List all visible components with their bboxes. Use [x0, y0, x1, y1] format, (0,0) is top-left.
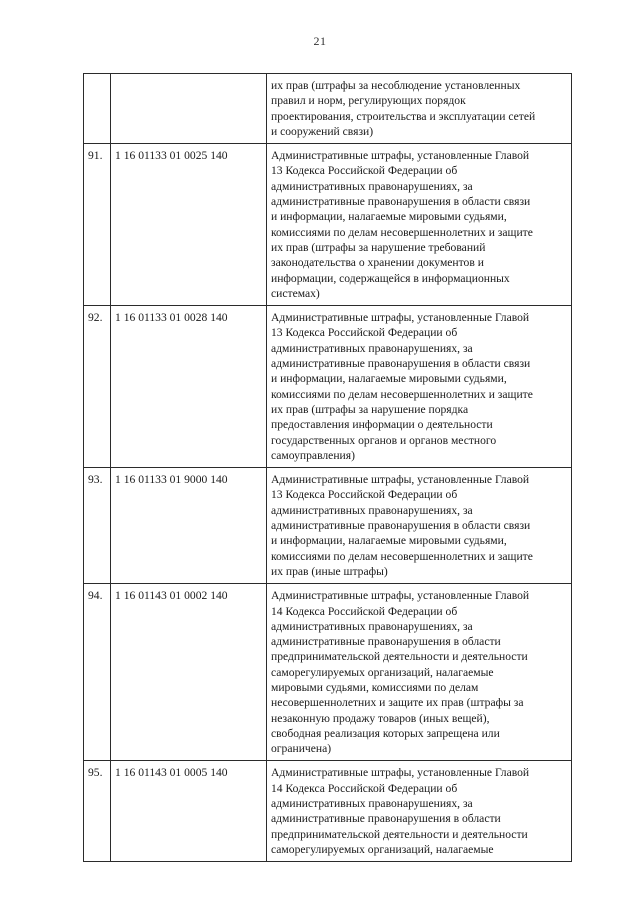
table-body	[84, 74, 572, 862]
row-number: 92.	[84, 306, 111, 468]
description-line: предоставления информации о деятельности	[271, 418, 493, 432]
description-line: информации, содержащейся в информационных	[271, 271, 510, 285]
description-line: административных правонарушениях, за	[271, 179, 473, 193]
description-line: 13 Кодекса Российской Федерации об	[271, 488, 458, 502]
row-number: 95.	[84, 761, 111, 862]
budget-code: 1 16 01133 01 0028 140	[111, 306, 267, 468]
row-number	[84, 74, 111, 144]
description-line: 14 Кодекса Российской Федерации об	[271, 781, 458, 795]
description-line: законодательства о хранении документов и	[271, 256, 484, 270]
description-line: проектирования, строительства и эксплуатации сетей	[271, 109, 536, 123]
description-line: их прав (штрафы за нарушение требований	[271, 240, 486, 254]
description-line: комиссиями по делам несовершеннолетних и защите	[271, 225, 533, 239]
description-line: их прав (штрафы за нарушение порядка	[271, 402, 469, 416]
description-line: административные правонарушения в области связи	[271, 519, 531, 533]
table-row	[84, 761, 572, 862]
description-line: Административные штрафы, установленные Главой	[271, 589, 530, 603]
description-line: предпринимательской деятельности и деятельности	[271, 827, 528, 841]
budget-code: 1 16 01143 01 0005 140	[111, 761, 267, 862]
table-row	[84, 144, 572, 306]
table-row	[84, 584, 572, 761]
description-line: и сооружений связи)	[271, 124, 374, 138]
description-line: 14 Кодекса Российской Федерации об	[271, 604, 458, 618]
budget-code: 1 16 01133 01 0025 140	[111, 144, 267, 306]
description-line: правил и норм, регулирующих порядок	[271, 94, 466, 108]
description-line: административных правонарушениях, за	[271, 503, 473, 517]
description-line: и информации, налагаемые мировыми судьями,	[271, 210, 507, 224]
description-line: административные правонарушения в области	[271, 812, 501, 826]
description-line: 13 Кодекса Российской Федерации об	[271, 326, 458, 340]
description-line: мировыми судьями, комиссиями по делам	[271, 680, 479, 694]
description-line: административные правонарушения в области	[271, 635, 501, 649]
table-row	[84, 306, 572, 468]
description	[267, 74, 572, 144]
description	[267, 144, 572, 306]
description-line: ограничена)	[271, 742, 332, 756]
budget-code	[111, 74, 267, 144]
description-line: Административные штрафы, установленные Главой	[271, 473, 530, 487]
description-line: административных правонарушениях, за	[271, 619, 473, 633]
description-line: комиссиями по делам несовершеннолетних и защите	[271, 387, 533, 401]
description-line: саморегулируемых организаций, налагаемые	[271, 665, 494, 679]
description-line: комиссиями по делам несовершеннолетних и защите	[271, 549, 533, 563]
description-line: незаконную продажу товаров (иных вещей),	[271, 711, 490, 725]
description-line: свободная реализация которых запрещена или	[271, 726, 500, 740]
codes-table	[83, 73, 572, 862]
description-line: административных правонарушениях, за	[271, 341, 473, 355]
description-line: Административные штрафы, установленные Главой	[271, 766, 530, 780]
description-line: саморегулируемых организаций, налагаемые	[271, 842, 494, 856]
description-line: самоуправления)	[271, 448, 355, 462]
description	[267, 468, 572, 584]
table-row	[84, 468, 572, 584]
description-line: 13 Кодекса Российской Федерации об	[271, 164, 458, 178]
row-number: 94.	[84, 584, 111, 761]
description-line: их прав (штрафы за несоблюдение установленных	[271, 79, 521, 92]
description-line: несовершеннолетних и защите их прав (штрафы за	[271, 696, 524, 710]
description-line: административные правонарушения в области связи	[271, 195, 531, 209]
description-line: административных правонарушениях, за	[271, 797, 473, 811]
page-number: 21	[313, 34, 327, 48]
description-line: системах)	[271, 286, 320, 300]
row-number: 93.	[84, 468, 111, 584]
description-line: их прав (иные штрафы)	[271, 564, 388, 578]
description-line: Административные штрафы, установленные Главой	[271, 311, 530, 325]
table-row	[84, 74, 572, 144]
budget-code: 1 16 01143 01 0002 140	[111, 584, 267, 761]
description	[267, 584, 572, 761]
description-line: государственных органов и органов местного	[271, 433, 497, 447]
description-line: Административные штрафы, установленные Главой	[271, 149, 530, 163]
description	[267, 761, 572, 862]
description-line: предпринимательской деятельности и деятельности	[271, 650, 528, 664]
budget-code: 1 16 01133 01 9000 140	[111, 468, 267, 584]
description	[267, 306, 572, 468]
row-number: 91.	[84, 144, 111, 306]
description-line: и информации, налагаемые мировыми судьями,	[271, 534, 507, 548]
description-line: административные правонарушения в области связи	[271, 357, 531, 371]
description-line: и информации, налагаемые мировыми судьями,	[271, 372, 507, 386]
